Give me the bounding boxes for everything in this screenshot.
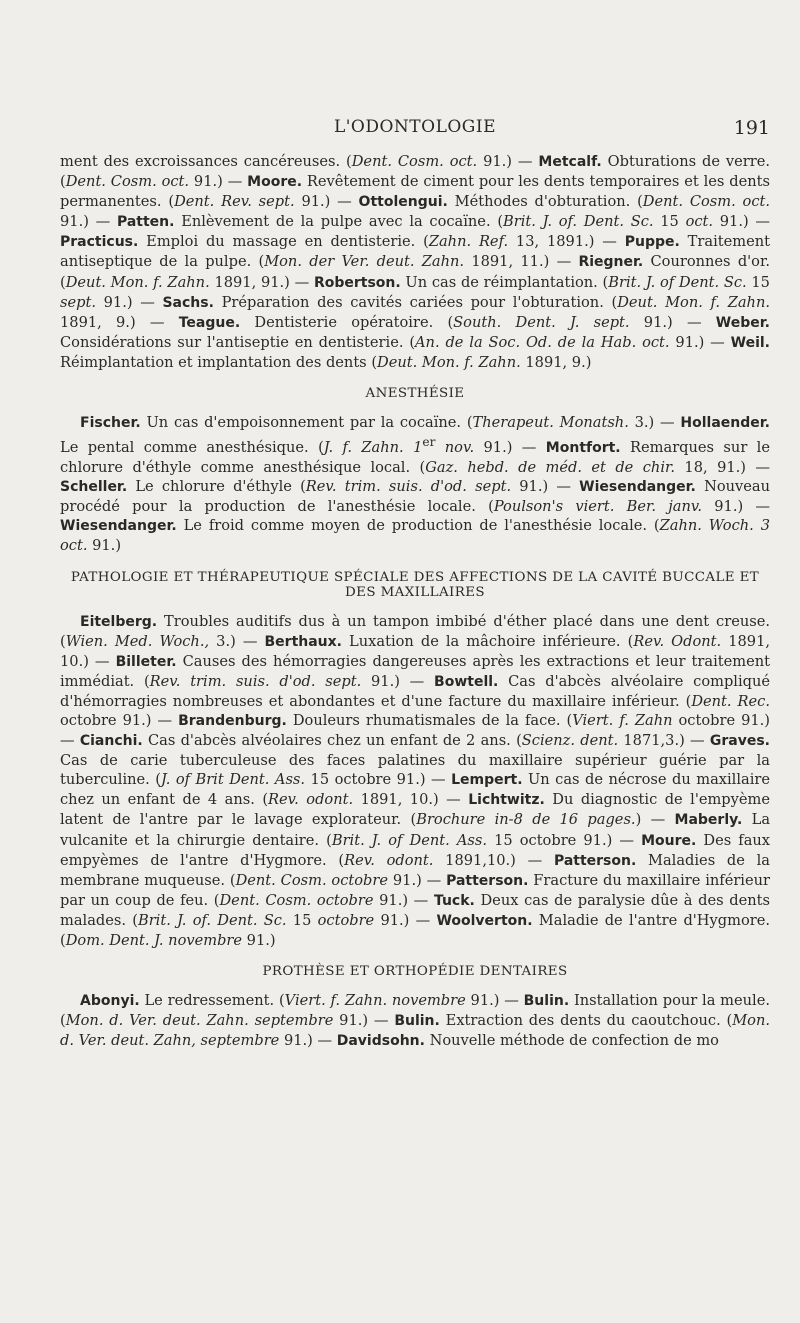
journal-reference: Mon. d. Ver. deut. Zahn, septembre xyxy=(60,1012,770,1050)
text-run: 91.) — xyxy=(388,871,447,889)
journal-reference: Therapeut. Monatsh. xyxy=(472,414,629,432)
text-run: Le froid comme moyen de production de l'anesthésie locale. ( xyxy=(176,517,660,535)
text-run: 91.) — xyxy=(60,213,117,231)
text-run: 91.) — xyxy=(294,193,359,211)
text-run: 15 octobre 91.) — xyxy=(305,771,452,789)
journal-reference: An. de la Soc. Od. de la Hab. oct. xyxy=(415,333,670,351)
journal-reference: Rev. trim. suis. d'od. sept. xyxy=(149,672,362,690)
author-name: Cianchi. xyxy=(79,733,143,750)
text-run: 3.) — xyxy=(628,414,681,432)
text-run: 1891, 9.) — xyxy=(60,313,179,331)
text-run: Dentisterie opératoire. ( xyxy=(240,313,454,331)
text-run: 1871,3.) — xyxy=(618,732,710,750)
author-name: Scheller. xyxy=(60,479,128,496)
journal-reference: J. f. Zahn. 1 xyxy=(323,438,423,456)
journal-reference: Dent. Cosm. octobre xyxy=(235,871,389,889)
journal-reference: Dent. Cosm. oct. xyxy=(351,153,478,170)
text-run: 91.) — xyxy=(95,293,163,311)
text-run: Extraction des dents du caoutchouc. ( xyxy=(439,1012,733,1030)
journal-reference: sept. xyxy=(60,293,96,311)
text-run: 91.) xyxy=(242,932,276,950)
journal-reference: oct. xyxy=(685,213,714,231)
text-run: octobre 91.) — xyxy=(60,712,770,750)
text-run: Un cas de nécrose du maxillaire chez un enfant de 4 ans. ( xyxy=(60,771,771,809)
text-run: 91.) — xyxy=(474,438,546,456)
journal-reference: Rev. odont. xyxy=(268,791,354,809)
author-name: Metcalf. xyxy=(538,154,602,170)
paragraph-prothese xyxy=(60,991,770,1051)
text-run: Cas de carie tuberculeuse des faces palatines du maxillaire supérieur guérie par la tuberculine. ( xyxy=(60,752,770,789)
journal-reference: Deut. Mon. f. Zahn. xyxy=(65,273,210,291)
author-name: Wiesendanger. xyxy=(579,479,696,496)
text-run: 91.) — xyxy=(629,313,716,331)
author-name: Moure. xyxy=(641,832,697,849)
journal-reference: Dent. Rev. sept. xyxy=(174,193,295,211)
text-run: Le chlorure d'éthyle ( xyxy=(127,478,306,496)
text-run: Nouvelle méthode de confection de mo xyxy=(424,1032,719,1050)
body-text xyxy=(60,152,770,1051)
text-run: Emploi du massage en dentisterie. ( xyxy=(138,233,429,251)
journal-reference: Mon. der Ver. deut. Zahn. xyxy=(264,253,465,271)
text-run: 91.) — xyxy=(713,213,770,231)
author-name: Riegner. xyxy=(578,254,644,271)
text-run: Maladies de la membrane muqueuse. ( xyxy=(60,851,771,889)
author-name: Abonyi. xyxy=(80,993,140,1010)
text-run: 1891, 10.) — xyxy=(353,791,469,809)
text-run: Revêtement de ciment pour les dents temporaires et les dents permanentes. ( xyxy=(60,173,770,211)
text-run: 91.) — xyxy=(669,333,731,351)
text-run: 91.) — xyxy=(702,498,770,516)
journal-reference: nov. xyxy=(435,438,475,456)
text-run: Douleurs rhumatismales de la face. ( xyxy=(286,712,573,730)
text-run: 91.) xyxy=(87,537,122,555)
paragraph-anesthesie xyxy=(60,413,770,556)
author-name: Weber. xyxy=(715,314,770,331)
author-name: Maberly. xyxy=(674,812,743,829)
text-run: 91.) — xyxy=(373,891,434,909)
journal-reference: Deut. Mon. f. Zahn. xyxy=(617,293,770,311)
text-run: Considérations sur l'antiseptie en dentisterie. ( xyxy=(60,333,416,351)
text-run: 91.) — xyxy=(333,1012,395,1030)
paragraph-continued xyxy=(60,152,770,372)
text-run: Réimplantation et implantation des dents ( xyxy=(60,353,378,371)
text-run: Maladie de l'antre d'Hygmore. ( xyxy=(60,911,770,950)
journal-reference: Zahn. Ref. xyxy=(428,233,509,251)
text-run: Préparation des cavités cariées pour l'obturation. ( xyxy=(213,293,618,311)
text-run: Du diagnostic de l'empyème latent de l'antre par le lavage explorateur. ( xyxy=(60,791,771,829)
text-run: 15 xyxy=(653,213,686,231)
paragraph-pathologie xyxy=(60,612,770,951)
author-name: Bulin. xyxy=(394,1013,440,1030)
journal-reference: Dom. Dent. J. novembre xyxy=(65,932,243,950)
text-run: 1891, 9.) xyxy=(520,353,592,371)
journal-reference: Poulson's viert. Ber. janv. xyxy=(493,498,702,516)
author-name: Davidsohn. xyxy=(336,1033,425,1050)
text-run: Causes des hémorragies dangereuses après les extractions et leur traitement immédiat. ( xyxy=(60,652,771,690)
author-name: Wiesendanger. xyxy=(60,518,177,535)
author-name: Sachs. xyxy=(162,294,214,311)
journal-reference: Dent. Cosm. oct. xyxy=(65,173,190,191)
author-name: Eitelberg. xyxy=(80,613,158,630)
author-name: Patterson. xyxy=(553,852,637,869)
journal-reference: South. Dent. J. sept. xyxy=(453,313,630,331)
journal-reference: Brit. J. of. Dent. Sc. xyxy=(137,911,287,929)
text-run: 91.) — xyxy=(279,1032,337,1050)
journal-reference: octobre xyxy=(317,911,375,929)
author-name: Fischer. xyxy=(80,415,141,432)
author-name: Moore. xyxy=(247,174,303,191)
author-name: Teague. xyxy=(178,314,241,331)
text-run: 3.) — xyxy=(209,632,265,650)
journal-reference: Rev. trim. suis. d'od. sept. xyxy=(305,478,512,496)
author-name: Woolverton. xyxy=(436,912,533,929)
text-run: 13, 1891.) — xyxy=(508,233,625,251)
superscript: er xyxy=(422,435,436,450)
text-run: 15 xyxy=(746,273,770,291)
text-run: 1891,10.) — xyxy=(433,851,554,869)
journal-reference: Dent. Cosm. oct. xyxy=(642,193,771,211)
journal-reference: Gaz. hebd. de méd. et de chir. xyxy=(425,459,675,477)
text-run: Le pental comme anesthésique. ( xyxy=(60,438,324,456)
journal-reference: Scienz. dent. xyxy=(521,732,619,750)
text-run: Un cas d'empoisonnement par la cocaïne. ( xyxy=(140,414,473,432)
author-name: Patterson. xyxy=(446,872,529,889)
section-heading-pathologie: PATHOLOGIE ET THÉRAPEUTIQUE SPÉCIALE DES AFFECTIONS DE LA CAVITÉ BUCCALE ET DES MAXILLAIRES xyxy=(70,569,760,600)
text-run: 91.) — xyxy=(511,478,580,496)
author-name: Lempert. xyxy=(451,772,523,789)
text-run: ) — xyxy=(635,811,675,829)
text-run: Luxation de la mâchoire inférieure. ( xyxy=(342,632,634,650)
text-run: Couronnes d'or. ( xyxy=(60,253,770,291)
author-name: Puppe. xyxy=(624,234,680,251)
author-name: Practicus. xyxy=(60,234,139,251)
author-name: Robertson. xyxy=(313,274,401,291)
text-run: La vulcanite et la chirurgie dentaire. ( xyxy=(60,811,771,849)
author-name: Montfort. xyxy=(545,439,621,456)
running-title: L'ODONTOLOGIE xyxy=(333,117,497,137)
section-heading-anesthesie: ANESTHÉSIE xyxy=(365,386,465,402)
journal-reference: Dent. Rec. xyxy=(691,692,770,710)
author-name: Patten. xyxy=(116,214,175,231)
journal-reference: Rev. odont. xyxy=(344,851,434,869)
text-run: Installation pour la meule. ( xyxy=(60,992,771,1030)
text-run: octobre 91.) — xyxy=(60,712,179,730)
journal-reference: Dent. Cosm. octobre xyxy=(219,891,374,909)
text-run: Deux cas de paralysie dûe à des dents malades. ( xyxy=(60,891,770,929)
journal-reference: Wien. Med. Woch., xyxy=(65,632,210,650)
text-run: Cas d'abcès alvéolaire compliqué d'hémorragies nombreuses et abondantes et d'une facture du maxillaire inférieur. ( xyxy=(60,672,770,710)
page-number: 191 xyxy=(733,117,770,139)
author-name: Weil. xyxy=(730,334,770,351)
journal-reference: Viert. f. Zahn. novembre xyxy=(284,992,466,1010)
author-name: Billeter. xyxy=(115,653,177,670)
text-run: 91.) — xyxy=(361,672,435,690)
text-run: 91.) — xyxy=(374,911,437,929)
text-run: Obturations de verre. ( xyxy=(60,153,771,191)
text-run: Cas d'abcès alvéolaires chez un enfant de 2 ans. ( xyxy=(142,732,522,750)
section-heading-prothese: PROTHÈSE ET ORTHOPÉDIE DENTAIRES xyxy=(262,964,568,980)
author-name: Tuck. xyxy=(433,892,475,909)
author-name: Bowtell. xyxy=(434,673,499,690)
text-run: 15 xyxy=(286,911,318,929)
text-run: 15 octobre 91.) — xyxy=(487,831,642,849)
journal-reference: Mon. d. Ver. deut. Zahn. septembre xyxy=(65,1012,334,1030)
text-run: 91.) — xyxy=(189,173,248,191)
journal-reference: Brit. J. of. Dent. Sc. xyxy=(503,213,654,231)
journal-reference: Zahn. Woch. 3 oct. xyxy=(60,517,770,555)
author-name: Ottolengui. xyxy=(358,194,448,211)
text-run: Enlèvement de la pulpe avec la cocaïne. ( xyxy=(174,213,504,231)
author-name: Brandenburg. xyxy=(178,713,287,730)
author-name: Lichtwitz. xyxy=(468,792,545,809)
text-run: Un cas de réimplantation. ( xyxy=(400,273,609,291)
journal-reference: Brit. J. of Dent. Ass. xyxy=(331,831,487,849)
text-run: ment des excroissances cancéreuses. ( xyxy=(60,153,352,170)
text-run: 1891, 11.) — xyxy=(464,253,579,271)
text-run: Fracture du maxillaire inférieur par un coup de feu. ( xyxy=(60,871,770,909)
author-name: Bulin. xyxy=(523,993,570,1010)
author-name: Berthaux. xyxy=(264,633,342,650)
journal-reference: Rev. Odont. xyxy=(633,632,722,650)
text-run: 1891, 10.) — xyxy=(60,632,770,670)
journal-reference: J. of Brit Dent. Ass. xyxy=(160,771,306,789)
author-name: Graves. xyxy=(709,733,770,750)
text-run: Traitement antiseptique de la pulpe. ( xyxy=(60,233,770,271)
journal-reference: Deut. Mon. f. Zahn. xyxy=(377,353,521,371)
text-run: Méthodes d'obturation. ( xyxy=(447,193,643,211)
page-header xyxy=(60,117,770,147)
text-run: 18, 91.) — xyxy=(675,459,770,477)
text-run: 91.) — xyxy=(477,153,539,170)
journal-reference: Brit. J. of Dent. Sc. xyxy=(608,273,747,291)
text-run: Des faux empyèmes de l'antre d'Hygmore. ( xyxy=(60,831,771,869)
text-run: 91.) — xyxy=(465,992,524,1010)
text-run: Remarques sur le chlorure d'éthyle comme anesthésique local. ( xyxy=(60,438,770,477)
text-run: Le redressement. ( xyxy=(139,992,285,1010)
text-run: Troubles auditifs dus à un tampon imbibé d'éther placé dans une dent creuse. ( xyxy=(60,612,770,650)
author-name: Hollaender. xyxy=(680,415,770,432)
text-run: Nouveau procédé pour la production de l'anesthésie locale. ( xyxy=(60,478,771,516)
text-run: 1891, 91.) — xyxy=(209,273,314,291)
journal-reference: Brochure in-8 de 16 pages. xyxy=(416,811,636,829)
journal-reference: Viert. f. Zahn xyxy=(572,712,673,730)
